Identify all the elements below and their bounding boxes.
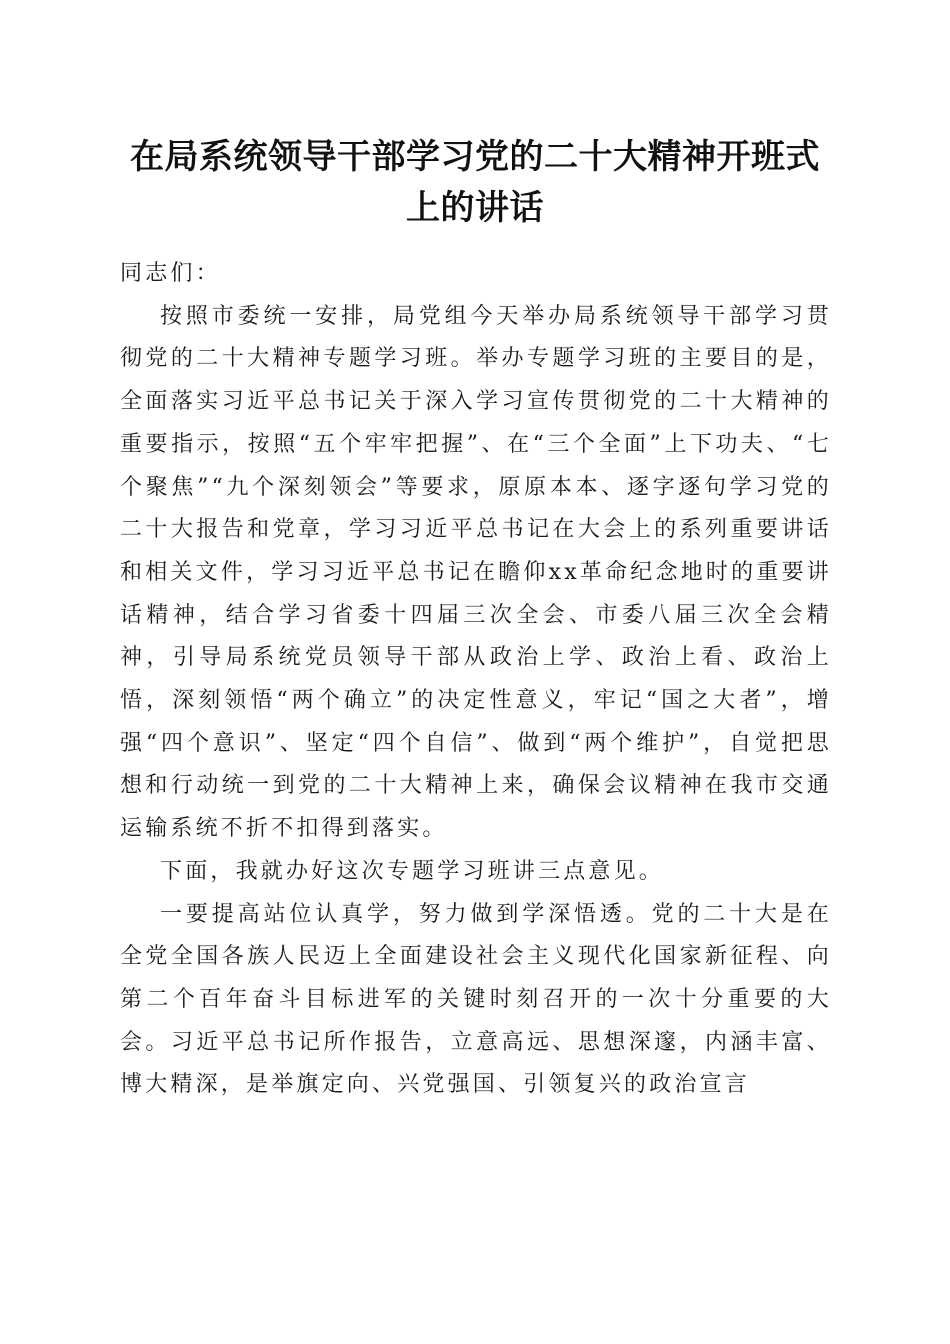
document-title xyxy=(110,132,840,234)
paragraph-3: 一要提高站位认真学，努力做到学深悟透。党的二十大是在全党全国各族人民迈上全面建设社会主义现代化国家新征程、向第二个百年奋斗目标进军的关键时刻召开的一次十分重要的大会。习近平总书记所作报告，立意高远、思想深邃，内涵丰富、博大精深，是举旗定向、兴党强国、引领复兴的政治宣言 xyxy=(120,901,832,1098)
title-line-1: 在局系统领导干部学习党的二十大精神开班式 xyxy=(130,137,820,177)
document-body xyxy=(120,253,832,1107)
salutation: 同志们： xyxy=(120,261,221,286)
title-line-2: 上的讲话 xyxy=(406,188,544,228)
paragraph-2: 下面，我就办好这次专题学习班讲三点意见。 xyxy=(160,858,665,884)
paragraph-1: 按照市委统一安排，局党组今天举办局系统领导干部学习贯彻党的二十大精神专题学习班。举办专题学习班的主要目的是，全面落实习近平总书记关于深入学习宣传贯彻党的二十大精神的重要指示，按照“五个牢牢把握”、在“三个全面”上下功夫、“七个聚焦”“九个深刻领会”等要求，原原本本、逐字逐句学习党的二十大报告和党章，学习习近平总书记在大会上的系列重要讲话和相关文件，学习习近平总书记在瞻仰xx革命纪念地时的重要讲话精神，结合学习省委十四届三次全会、市委八届三次全会精神，引导局系统党员领导干部从政治上学、政治上看、政治上悟，深刻领悟“两个确立”的决定性意义，牢记“国之大者”，增强“四个意识”、坚定“四个自信”、做到“两个维护”，自觉把思想和行动统一到党的二十大精神上来，确保会议精神在我市交通运输系统不折不扣得到落实。 xyxy=(120,303,832,842)
